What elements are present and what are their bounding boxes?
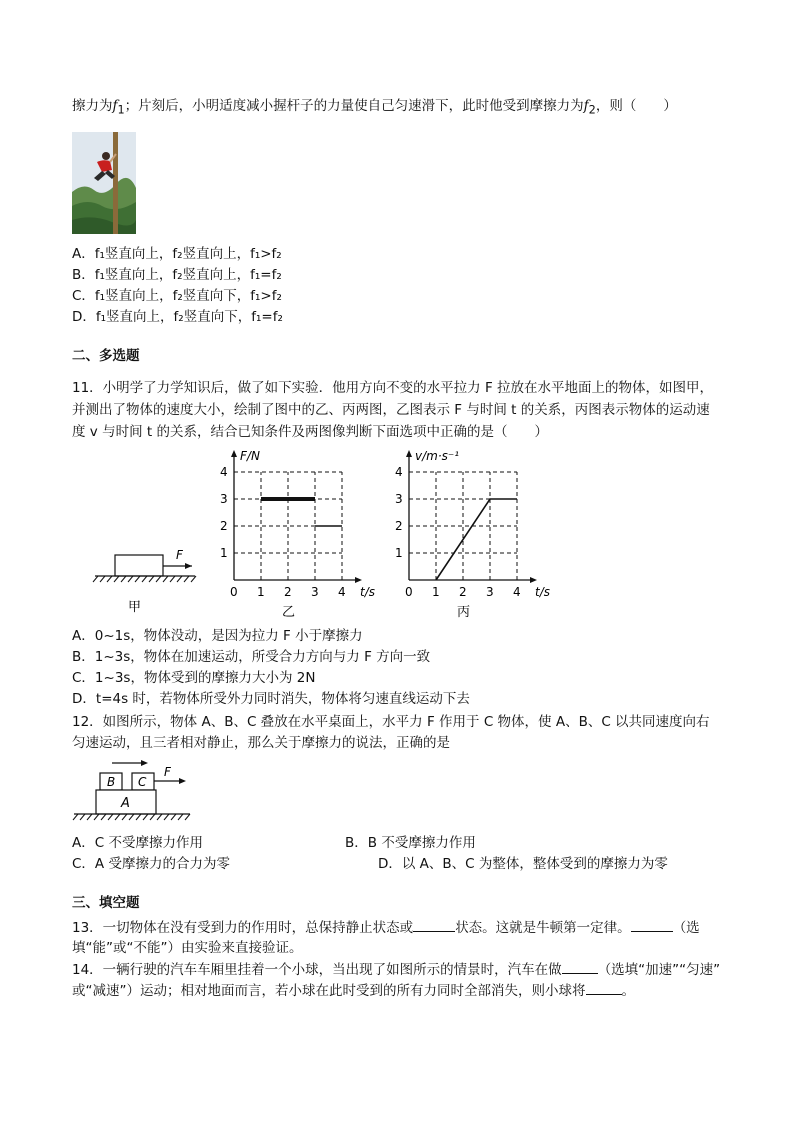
block-force-label: F — [164, 765, 171, 779]
q12-stem-line2: 匀速运动，且三者相对静止，那么关于摩擦力的说法，正确的是 — [72, 735, 450, 751]
q12-option-c: C．A 受摩擦力的合力为零 — [72, 856, 230, 872]
block-c-label: C — [138, 775, 147, 789]
y-axis-label: v/m·s⁻¹ — [415, 449, 460, 463]
x-tick-label: 2 — [284, 585, 292, 599]
x-tick-label: 2 — [459, 585, 467, 599]
jia-caption: 甲 — [128, 600, 142, 615]
x-tick-label: 0 — [230, 585, 238, 599]
x-tick-label: 1 — [432, 585, 440, 599]
y-tick-label: 3 — [220, 492, 228, 506]
q13-line1: 13．一切物体在没有受到力的作用时，总保持静止状态或 状态。这就是牛顿第一定律。 （选 — [72, 917, 700, 938]
chart-yi — [210, 448, 375, 620]
x-axis-arrow — [530, 577, 537, 583]
y-tick-label: 4 — [395, 465, 403, 479]
pole-climber-photo — [72, 132, 136, 234]
q11-stem-line3: 度 v 与时间 t 的关系，结合已知条件及两图像判断下面选项中正确的是（ ） — [72, 424, 548, 440]
section-multiple-choice-title: 二、多选题 — [72, 348, 140, 364]
q12-option-b: B．B 不受摩擦力作用 — [345, 835, 476, 851]
q11-stem-line2: 并测出了物体的速度大小，绘制了图中的乙、丙两图，乙图表示 F 与时间 t 的关系，丙图表示物体的运动速 — [72, 402, 710, 418]
q10-option-c: C．f₁竖直向上，f₂竖直向下，f₁>f₂ — [72, 288, 282, 304]
q11-option-b: B．1~3s，物体在加速运动，所受合力方向与力 F 方向一致 — [72, 649, 431, 665]
x-tick-label: 3 — [486, 585, 494, 599]
y-axis-label: F/N — [240, 449, 260, 463]
q12-stem-line1: 12．如图所示，物体 A、B、C 叠放在水平桌面上，水平力 F 作用于 C 物体，使 A、B、C 以共同速度向右 — [72, 714, 710, 730]
q11-option-c: C．1~3s，物体受到的摩擦力大小为 2N — [72, 670, 316, 686]
q13-blank-2[interactable] — [631, 917, 673, 932]
section-fill-blank-title: 三、填空题 — [72, 895, 140, 911]
x-axis-arrow — [355, 577, 362, 583]
q13-blank-1[interactable] — [413, 917, 455, 932]
q14-line1: 14．一辆行驶的汽车车厢里挂着一个小球，当出现了如图所示的情景时，汽车在做 （选填“加速”“匀速” — [72, 959, 720, 980]
x-axis-label: t/s — [535, 585, 550, 599]
x-axis-label: t/s — [360, 585, 375, 599]
q10-option-b: B．f₁竖直向上，f₂竖直向上，f₁=f₂ — [72, 267, 282, 283]
y-tick-label: 1 — [220, 546, 228, 560]
series-line — [436, 499, 517, 580]
y-tick-label: 2 — [395, 519, 403, 533]
figure-abc-blocks — [72, 758, 192, 830]
y-tick-label: 1 — [395, 546, 403, 560]
figure-jia — [90, 545, 200, 620]
x-tick-label: 4 — [513, 585, 521, 599]
chart-bing — [385, 448, 560, 618]
chart-caption: 丙 — [457, 605, 471, 620]
x-tick-label: 3 — [311, 585, 319, 599]
q14-blank-2[interactable] — [586, 980, 622, 995]
q11-option-d: D．t=4s 时，若物体所受外力同时消失，物体将匀速直线运动下去 — [72, 691, 470, 707]
q14-line2: 或“减速”）运动；相对地面而言，若小球在此时受到的所有力同时全部消失，则小球将 。 — [72, 980, 635, 1001]
q13-line2: 填“能”或“不能”）由实验来直接验证。 — [72, 940, 303, 956]
q14-blank-1[interactable] — [562, 959, 598, 974]
y-tick-label: 3 — [395, 492, 403, 506]
q10-stem: 擦力为$f_1$；片刻后，小明适度减小握杆子的力量使自己匀速滑下，此时他受到摩擦力为$f_2$，则（ ） — [72, 98, 677, 117]
q11-option-a: A．0~1s，物体没动，是因为拉力 F 小于摩擦力 — [72, 628, 363, 644]
x-tick-label: 1 — [257, 585, 265, 599]
block-b-label: B — [107, 775, 116, 789]
y-tick-label: 4 — [220, 465, 228, 479]
jia-force-label: F — [176, 548, 183, 562]
q10-option-a: A．f₁竖直向上，f₂竖直向上，f₁>f₂ — [72, 246, 282, 262]
q10-option-d: D．f₁竖直向上，f₂竖直向下，f₁=f₂ — [72, 309, 283, 325]
x-tick-label: 0 — [405, 585, 413, 599]
q11-stem-line1: 11．小明学了力学知识后，做了如下实验．他用方向不变的水平拉力 F 拉放在水平地面上的物体，如图甲， — [72, 380, 714, 396]
x-tick-label: 4 — [338, 585, 346, 599]
y-axis-arrow — [406, 450, 412, 457]
y-axis-arrow — [231, 450, 237, 457]
y-tick-label: 2 — [220, 519, 228, 533]
q12-option-a: A．C 不受摩擦力作用 — [72, 835, 203, 851]
chart-caption: 乙 — [282, 605, 296, 620]
q12-option-d: D．以 A、B、C 为整体，整体受到的摩擦力为零 — [378, 856, 668, 872]
block-a-label: A — [121, 796, 130, 811]
